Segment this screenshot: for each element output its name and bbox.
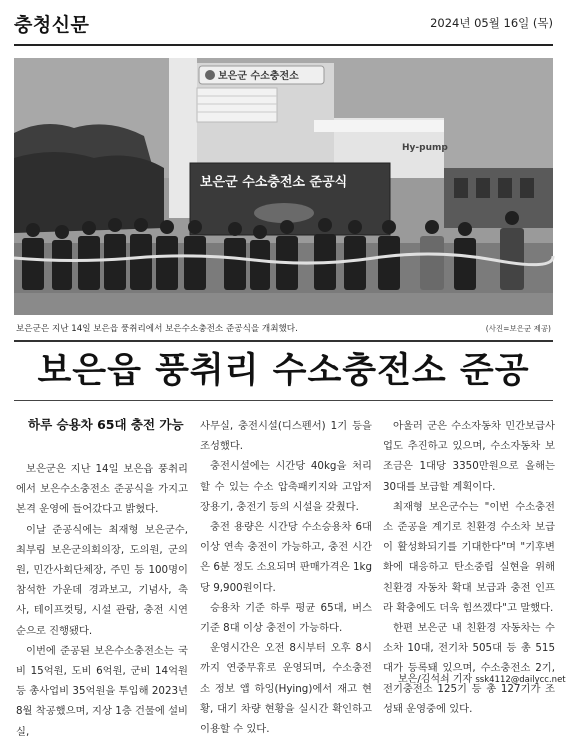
paragraph: 보은군은 지난 14일 보은읍 풍취리에서 보은수소충전소 준공식을 가지고 본격 운영에 들어갔다고 밝혔다.: [16, 463, 188, 516]
paragraph: 충전 용량은 시간당 수소승용차 6대 이상 연속 충전이 가능하고, 충전 시간은 6분 정도 소요되며 판매가격은 1kg당 9,900원이다.: [200, 521, 372, 594]
paragraph: 승용차 기준 하루 평균 65대, 버스 기준 8대 이상 충전이 가능하다.: [200, 601, 372, 635]
paragraph: 이번에 준공된 보은수소충전소는 국비 15억원, 도비 6억원, 군비 14억원 등 총사업비 35억원을 투입해 2023년 8월 착공했으며, 지상 1층 건물에 설비실,: [16, 644, 188, 738]
paper-name: 충청신문: [14, 14, 90, 36]
paragraph: 운영시간은 오전 8시부터 오후 8시까지 연중무휴로 운영되며, 수소충전소 정보 앱 하잉(Hying)에서 재고 현황, 대기 차량 현황을 실시간 확인하고 이용할 수 있다.: [200, 642, 372, 736]
paragraph: 최재형 보은군수는 "이번 수소충전소 준공을 계기로 친환경 수소차 보급이 활성화되기를 기대한다"며 "기후변화에 대응하고 탄소중립 실현을 위해 친환경 자동차 확대 보급과 충전 인프라 확충에도 더욱 힘쓰겠다"고 말했다.: [383, 500, 555, 614]
caption-text: 보은군은 지난 14일 보은읍 풍취리에서 보은수소충전소 준공식을 개최했다.: [16, 324, 298, 334]
byline: [398, 670, 566, 685]
banner-text: 보은군 수소충전소 준공식: [200, 175, 348, 190]
byline-email[interactable]: ssk4112@dailycc.net: [475, 675, 566, 685]
paragraph: 아울러 군은 수소자동차 민간보급사업도 추진하고 있으며, 수소자동차 보조금은 1대당 3350만원으로 올해는 30대를 보급할 계획이다.: [383, 420, 555, 493]
headline-rule-bottom: [14, 400, 553, 401]
article-column-1: [16, 459, 188, 742]
headline-rule-top: [14, 340, 553, 342]
building-sign-text: 보은군 수소충전소: [218, 71, 299, 82]
ceremony-photo-illustration: [14, 58, 553, 315]
issue-date: 2024년 05월 16일 (목): [430, 16, 553, 30]
masthead-rule: [14, 44, 553, 46]
paragraph: 충전시설에는 시간당 40kg을 처리할 수 있는 수소 압축패키지와 고압저장용기, 충전기 등의 시설을 갖췄다.: [200, 460, 372, 513]
side-sign-text: Hy-pump: [402, 143, 448, 153]
article-column-2: [200, 416, 372, 739]
photo-caption: [14, 320, 553, 336]
article-photo: [14, 58, 553, 315]
paragraph-continued: 사무실, 충전시설(디스펜서) 1기 등을 조성했다.: [200, 420, 372, 453]
masthead: [14, 8, 553, 38]
photo-credit: (사진=보은군 제공): [485, 324, 551, 333]
article-subhead: 하루 승용차 65대 충전 가능: [28, 417, 184, 432]
paragraph: 한편 보은군 내 친환경 자동차는 수소차 10대, 전기차 505대 등 총 515대가 등록돼 있으며, 수소충전소 2기, 전기충전소 125기 등 총 127기가 조성돼 운영중에 있다.: [383, 622, 555, 715]
article-headline: 보은읍 풍취리 수소충전소 준공: [37, 350, 530, 391]
paragraph: 이날 준공식에는 최재형 보은군수, 최부림 보은군의회의장, 도의원, 군의원, 민간사회단체장, 주민 등 100명이 참석한 가운데 경과보고, 기념사, 축사, 테이프컷팅, 시설 관람, 충전 시연 순으로 진행됐다.: [16, 523, 188, 637]
byline-name: 보은/김석쇠 기자: [398, 674, 473, 685]
